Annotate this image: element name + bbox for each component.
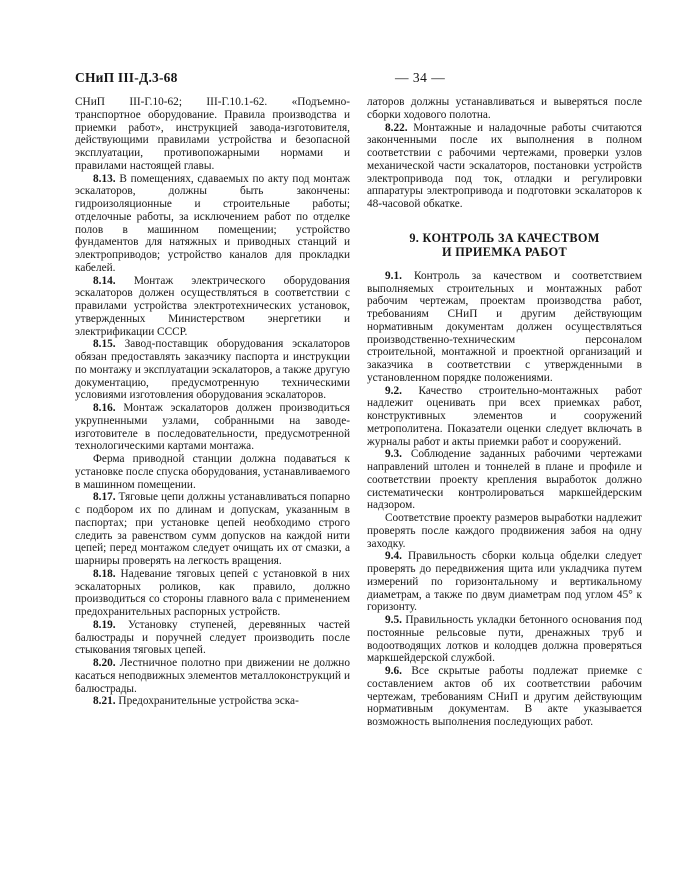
paragraph-text: Монтажные и наладочные работы считаются законченными после их выполнения в полном соответствии с рабочими чертежами, проверки узлов механической части эскалаторов, постановки устройств электропривода под ток, отладки и регулировки аппаратуры электропривода и подготовки эскалаторов к 48-часовой обкатке. xyxy=(367,121,642,210)
page-header xyxy=(75,70,641,88)
section-heading xyxy=(367,231,642,259)
clause-number: 8.22. xyxy=(385,121,408,134)
paragraph-text: Качество строительно-монтажных работ надлежит оценивать при всех приемках работ, конструктивных элементов и сооружений метрополитена. Показатели оценки следует включать в журналы работ и акты приемки работ и сооружений. xyxy=(367,384,642,448)
clause-number: 8.17. xyxy=(93,491,116,504)
paragraph-text: В помещениях, сдаваемых по акту под монтаж эскалаторов, должны быть закончены: гидроизоляционные и строительные работы; отделочные работы, за исключением работ по отделке полов в машинном помещении; устройство фундаментов для натяжных и приводных станций и электроприводов; устройство каналов для прокладки кабелей. xyxy=(75,172,351,274)
paragraph-text: Все скрытые работы подлежат приемке с составлением актов об их соответствии рабочим чертежам, требованиям СНиП и другим действующим нормативным документам. В акте указывается возможность выполнения последующих работ. xyxy=(367,665,642,728)
paragraph xyxy=(75,568,350,619)
paragraph xyxy=(75,619,350,657)
paragraph xyxy=(367,96,642,122)
paragraph xyxy=(75,96,350,173)
paragraph xyxy=(75,453,350,491)
paragraph xyxy=(367,550,642,614)
paragraph xyxy=(367,448,642,512)
paragraph xyxy=(75,695,350,708)
paragraph-text: латоров должны устанавливаться и выверяться после сборки ходового полотна. xyxy=(367,96,642,121)
paragraph-text: Соблюдение заданных рабочими чертежами направлений штолен и тоннелей в плане и профиле и соответствии проекту крепления выработок должно систематически контролироваться маркшейдерским надзором. xyxy=(367,448,642,512)
paragraph-text: Надевание тяговых цепей с установкой в них эскалаторных роликов, как правило, должно производиться со стороны главного вала с применением предохранительных распорных устройств. xyxy=(75,567,350,618)
section-heading-line2: И ПРИЕМКА РАБОТ xyxy=(441,244,568,259)
paragraph-text: Монтаж электрического оборудования эскалаторов должен осуществляться в соответствии с правилами устройства электротехнических установок, утвержденных Министерством энергетики и электрификации СССР. xyxy=(75,274,350,338)
right-column xyxy=(367,96,642,729)
paragraph-text: Предохранительные устройства эска- xyxy=(118,695,299,708)
paragraph-text: Тяговые цепи должны устанавливаться попарно с подбором их по длинам и допускам, указанным в паспортах; при установке цепей необходимо строго следить за равенством сумм допусков на каждой нити цепей; перед монтажом следует очищать их от смазки, а шарниры проверять на легкость вращения. xyxy=(75,491,350,567)
clause-number: 8.19. xyxy=(93,618,116,631)
paragraph xyxy=(367,270,642,385)
paragraph xyxy=(75,275,350,339)
clause-number: 8.18. xyxy=(93,567,116,580)
right-top-paragraphs xyxy=(367,96,642,211)
paragraph-text: Монтаж эскалаторов должен производиться укрупненными узлами, собранными на заводе-изготовителе в последовательности, предусмотренной технологическими картами монтажа. xyxy=(75,402,351,453)
paragraph-text: Правильность укладки бетонного основания под постоянные рельсовые пути, дренажных труб и водоотводящих лотков и колодцев должна проверяться маркшейдерской службой. xyxy=(367,614,642,665)
left-paragraphs xyxy=(75,96,350,708)
paragraph-text: Контроль за качеством и соответствием выполняемых строительных и монтажных работ рабочим чертежам, проектам производства работ, требованиям СНиП и другим действующим нормативным документам должен осуществляться производственно-техническим персоналом строительной, монтажной и проектной организаций и заказчика в соответствии с утвержденными в установленном порядке положениями. xyxy=(367,269,643,384)
paragraph xyxy=(367,122,642,211)
paragraph-text: Ферма приводной станции должна подаваться к установке после спуска оборудования, устанавливаемого в машинном помещении. xyxy=(75,453,350,491)
clause-number: 8.20. xyxy=(93,657,116,669)
section-heading-line1: 9. КОНТРОЛЬ ЗА КАЧЕСТВОМ xyxy=(409,230,600,245)
page-number: — 34 — xyxy=(395,70,446,85)
document-code: СНиП III-Д.3-68 xyxy=(75,70,178,85)
clause-number: 8.13. xyxy=(93,172,116,185)
clause-number: 8.21. xyxy=(93,695,116,708)
paragraph-text: Лестничное полотно при движении не должно касаться неподвижных элементов металлоконструкций и балюстрады. xyxy=(75,657,350,695)
clause-number: 8.16. xyxy=(93,402,116,414)
paragraph xyxy=(75,338,350,402)
paragraph xyxy=(367,614,642,665)
left-column xyxy=(75,96,350,708)
paragraph xyxy=(75,657,350,695)
paragraph xyxy=(75,491,350,568)
right-bottom-paragraphs xyxy=(367,270,642,729)
paragraph-text: Завод-поставщик оборудования эскалаторов обязан предоставлять заказчику паспорта и инструкции по монтажу и эксплуатации эскалаторов, а также другую документацию, предусмотренную техническими условиями изготовления оборудования эскалаторов. xyxy=(75,338,351,402)
clause-number: 9.4. xyxy=(385,550,402,563)
clause-number: 9.5. xyxy=(385,614,402,626)
paragraph-text: Правильность сборки кольца обделки следует проверять до передвижения щита или укладчика путем измерений по горизонтальному и вертикальному диаметрам, а также по двум диаметрам под углом 45° к горизонту. xyxy=(367,550,642,614)
paragraph-text: Установку ступеней, деревянных частей балюстрады и поручней следует производить после стыкования тяговых цепей. xyxy=(75,618,350,657)
paragraph-text: Соответствие проекту размеров выработки надлежит проверять после каждого продвижения забоя на одну заходку. xyxy=(367,512,642,550)
clause-number: 9.2. xyxy=(385,384,402,397)
paragraph xyxy=(367,385,642,449)
clause-number: 8.14. xyxy=(93,274,116,287)
paragraph-text: СНиП III-Г.10-62; III-Г.10.1-62. «Подъемно-транспортное оборудование. Правила производства и приемки работ», инструкцией завода-изготовителя, действующими правилами устройства и безопасной эксплуатации, противопожарными нормами и правилами настоящей главы. xyxy=(75,96,350,172)
paragraph xyxy=(367,512,642,550)
paragraph xyxy=(75,173,350,275)
clause-number: 9.3. xyxy=(385,448,402,461)
paragraph xyxy=(367,665,642,729)
clause-number: 8.15. xyxy=(93,338,116,351)
clause-number: 9.1. xyxy=(385,269,402,282)
paragraph xyxy=(75,402,350,453)
clause-number: 9.6. xyxy=(385,665,402,677)
